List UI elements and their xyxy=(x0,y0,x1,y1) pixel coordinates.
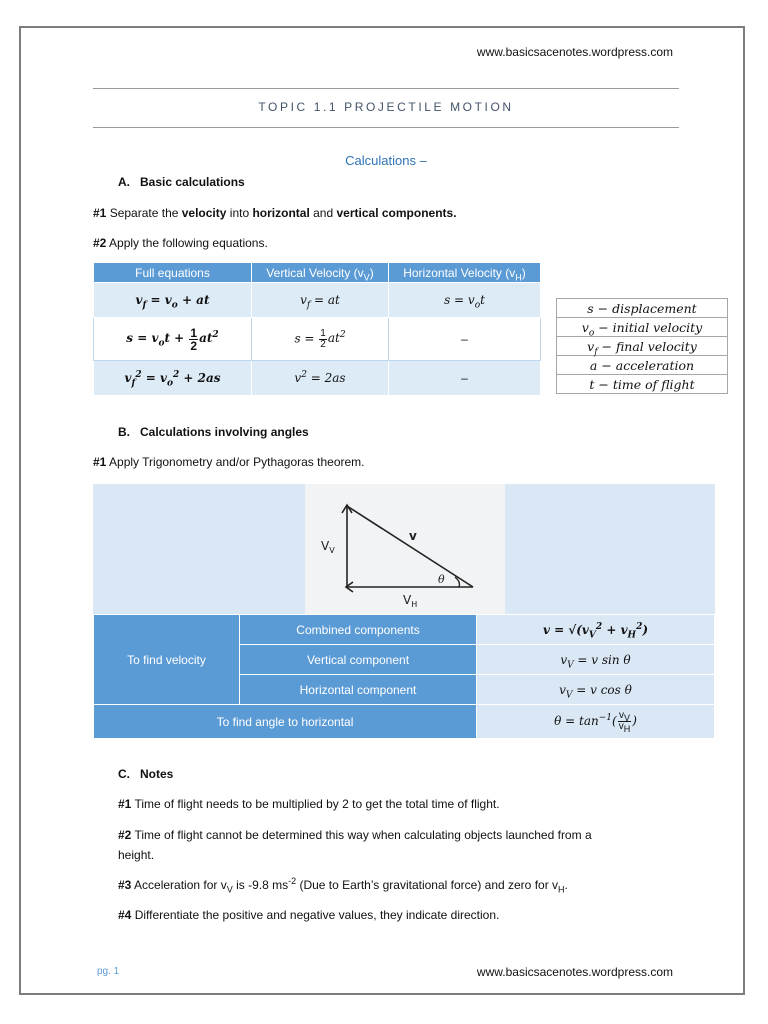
note-2 xyxy=(118,828,592,842)
note-3-num: #3 xyxy=(118,878,132,892)
find-velocity-cell: To find velocity xyxy=(94,615,240,705)
section-a-letter: A. xyxy=(118,175,130,189)
horizontal-formula-cell: $v_V = v$ cos θ xyxy=(477,675,715,705)
document-page xyxy=(19,26,745,995)
legend-final-velocity: $v_f$ − final velocity xyxy=(557,337,728,356)
label-vv: $V_V$ xyxy=(321,539,335,555)
calculations-title: Calculations – xyxy=(345,153,427,168)
legend-displacement: s − displacement xyxy=(557,299,728,318)
section-a-heading xyxy=(118,175,245,189)
step-a2-text: Apply the following equations. xyxy=(106,236,268,250)
step-a1 xyxy=(93,206,457,220)
eq-header-full: Full equations xyxy=(94,263,252,283)
section-b-letter: B. xyxy=(118,425,130,439)
velocity-table xyxy=(93,614,715,739)
legend-initial-velocity: $v_o$ − initial velocity xyxy=(557,318,728,337)
right-triangle-diagram xyxy=(305,484,505,614)
step-a1-text1: Separate the xyxy=(106,206,182,220)
section-b-title: Calculations involving angles xyxy=(140,425,309,439)
note-2-continued: height. xyxy=(118,848,155,862)
note-3: #3 Acceleration for $v_V$ is -9.8 $ms^{-2}$ (Due to Earth’s gravitational force) and zero for $v_H$. xyxy=(118,876,568,895)
top-rule xyxy=(93,88,679,89)
legend-acceleration: a − acceleration xyxy=(557,356,728,375)
horizontal-component-cell: Horizontal component xyxy=(240,675,477,705)
vertical-component-cell: Vertical component xyxy=(240,645,477,675)
eq-horiz-3: – xyxy=(389,361,541,396)
eq-full-2: $s = v_ot$ + $\frac{1}{2}$ $at^2$ xyxy=(94,318,252,361)
angle-formula-cell: $\theta = \tan^{-1}$( $\frac{v_V}{v_H}$ ) xyxy=(477,705,715,739)
step-a2 xyxy=(93,236,268,250)
footer-url[interactable]: www.basicsacenotes.wordpress.com xyxy=(476,965,673,979)
topic-title: TOPIC 1.1 PROJECTILE MOTION xyxy=(258,100,514,114)
step-a1-text3: and xyxy=(309,206,337,220)
section-c-title: Notes xyxy=(140,767,174,781)
eq-vert-3: $v^2 = 2as$ xyxy=(252,361,389,396)
note-2-text-line1: Time of flight cannot be determined this way when calculating objects launched from a xyxy=(131,828,592,842)
eq-full-1: $v_f = v_o$ + at xyxy=(94,283,252,318)
label-theta: θ xyxy=(438,573,445,586)
step-a1-num: #1 xyxy=(93,206,107,220)
step-a2-num: #2 xyxy=(93,236,107,250)
footer-page-number: pg. 1 xyxy=(97,966,120,977)
hypotenuse xyxy=(347,506,473,587)
eq-full-3: $v_f^2 = v_o^2 + 2as$ xyxy=(94,361,252,396)
eq-vert-1: $v_f$ = at xyxy=(252,283,389,318)
variable-legend xyxy=(556,298,728,394)
eq-horiz-2: – xyxy=(389,318,541,361)
section-c-heading xyxy=(118,767,173,781)
header-url[interactable]: www.basicsacenotes.wordpress.com xyxy=(476,45,673,59)
step-a1-bold3: vertical components. xyxy=(336,206,457,220)
combined-components-cell: Combined components xyxy=(240,615,477,645)
equations-table xyxy=(93,262,541,396)
eq-header-horizontal: Horizontal Velocity $(v_H)$ xyxy=(389,263,541,283)
step-a1-bold1: velocity xyxy=(181,206,227,220)
note-1 xyxy=(118,797,500,811)
note-4-num: #4 xyxy=(118,908,132,922)
label-vh: $V_H$ xyxy=(403,593,418,609)
combined-formula-cell: $v = √(v_V^2 + v_H^2)$ xyxy=(477,615,715,645)
legend-time: t − time of flight xyxy=(557,375,728,394)
step-b1-text: Apply Trigonometry and/or Pythagoras theorem. xyxy=(106,455,365,469)
step-a1-text2: into xyxy=(226,206,253,220)
bottom-rule xyxy=(93,127,679,128)
label-v: v xyxy=(409,529,417,543)
note-1-num: #1 xyxy=(118,797,132,811)
triangle-sketch-photo xyxy=(305,484,505,614)
note-4-text: Differentiate the positive and negative values, they indicate direction. xyxy=(131,908,500,922)
note-1-text: Time of flight needs to be multiplied by 2 to get the total time of flight. xyxy=(131,797,500,811)
eq-horiz-1: $s = v_ot$ xyxy=(389,283,541,318)
eq-vert-2: s = $\frac{1}{2}$ $at^2$ xyxy=(252,318,389,361)
find-angle-cell: To find angle to horizontal xyxy=(94,705,477,739)
vertical-formula-cell: $v_V = v$ sin θ xyxy=(477,645,715,675)
step-a1-bold2: horizontal xyxy=(252,206,310,220)
eq-header-vertical: Vertical Velocity $(v_V)$ xyxy=(252,263,389,283)
step-b1 xyxy=(93,455,365,469)
section-a-title: Basic calculations xyxy=(140,175,245,189)
note-4 xyxy=(118,908,499,922)
section-b-heading xyxy=(118,425,309,439)
section-c-letter: C. xyxy=(118,767,130,781)
step-b1-num: #1 xyxy=(93,455,107,469)
note-2-num: #2 xyxy=(118,828,132,842)
